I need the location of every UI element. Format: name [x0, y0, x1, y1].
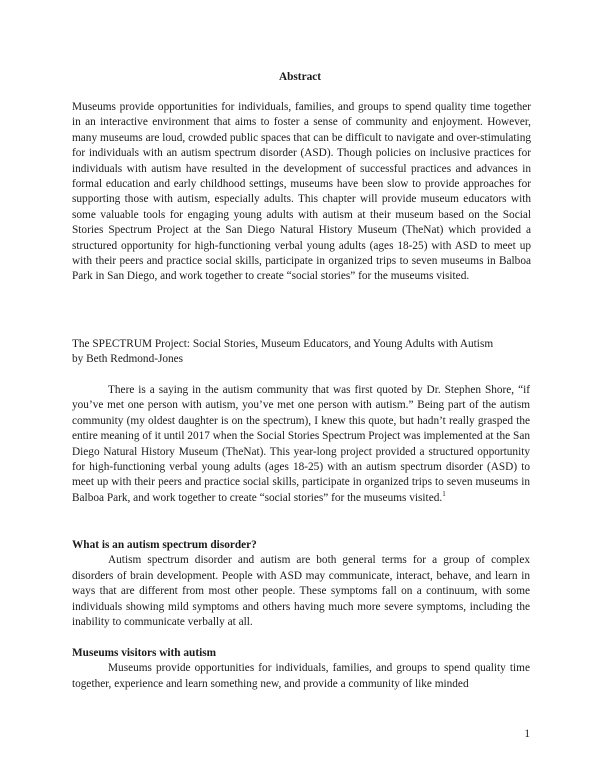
intro-text: There is a saying in the autism community that was first quoted by Dr. Stephen Shore, “if you’ve met one person with autism, you’ve met one person with autism.” Being part of the autism community (my oldest daughter is on the spectrum), I knew this quote, but hadn’t really grasped the entire meaning of it until 2017 when the Social Stories Spectrum Project was implemented at the San Diego Natural History Museum (TheNat). This year-long project provided a structured opportunity for high-functioning verbal young adults (ages 18-25) with an autism spectrum disorder (ASD) to meet up with their peers and practice social skills, participate in organized trips to seven museums in Balboa Park, and work together to create “social stories” for the museums visited.: [72, 384, 530, 504]
chapter-title-block: [72, 337, 542, 368]
section-what-is-asd: [72, 538, 530, 630]
section-paragraph: Museums provide opportunities for individuals, families, and groups to spend quality time together, experience and learn something new, and provide a community of like minded: [72, 662, 530, 690]
intro-paragraph: [72, 383, 530, 506]
page-number: 1: [524, 728, 530, 740]
abstract-heading: Abstract: [278, 71, 322, 83]
footnote-marker[interactable]: 1: [442, 490, 446, 499]
chapter-byline: by Beth Redmond-Jones: [72, 353, 184, 366]
section-heading: Museums visitors with autism: [72, 647, 217, 659]
section-museum-visitors: [72, 646, 530, 692]
chapter-title: The SPECTRUM Project: Social Stories, Museum Educators, and Young Adults with Autism: [72, 338, 494, 350]
abstract-paragraph: Museums provide opportunities for individuals, families, and groups to spend quality time together in an interactive environment that aims to foster a sense of community and enjoyment. However, many museums are loud, crowded public spaces that can be difficult to navigate and over-stimulating for individuals with an autism spectrum disorder (ASD). Though policies on inclusive practices for individuals with autism have resulted in the development of successful practices and advances in formal education and early childhood settings, museums have been slow to provide approaches for supporting those with autism, especially adults. This chapter will provide museum educators with some valuable tools for engaging young adults with autism at their museum based on the Social Stories Spectrum Project at the San Diego Natural History Museum (TheNat) which provided a structured opportunity for high-functioning verbal young adults (ages 18-25) with ASD to meet up with their peers and practice social skills, participate in organized trips to seven museums in Balboa Park in San Diego, and work together to create “social stories” for the museums visited.: [72, 101, 531, 283]
section-heading: What is an autism spectrum disorder?: [72, 539, 257, 551]
section-paragraph: Autism spectrum disorder and autism are both general terms for a group of complex disorders of brain development. People with ASD may communicate, interact, behave, and learn in ways that are different from most other people. These symptoms fall on a continuum, with some individuals showing mild symptoms and others having much more severe symptoms, including the inability to communicate verbally at all.: [72, 554, 530, 629]
